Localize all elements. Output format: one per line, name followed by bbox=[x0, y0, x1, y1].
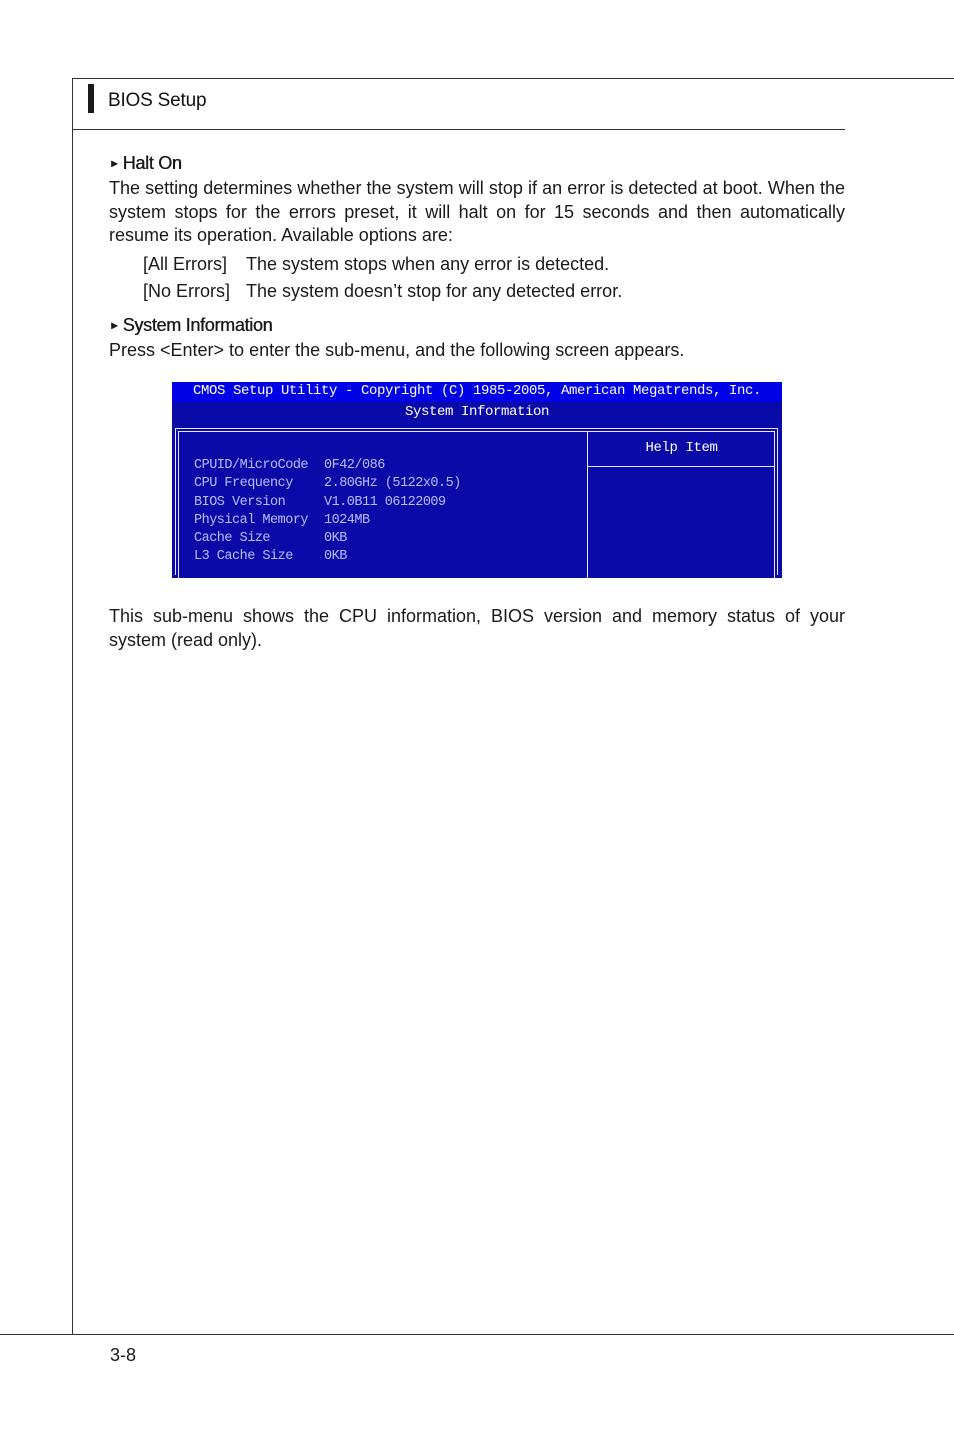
bios-subtitle: System Information bbox=[404, 404, 550, 420]
bios-info-value: 0KB bbox=[324, 531, 347, 547]
main-content bbox=[109, 150, 845, 362]
sub-menu-description: This sub-menu shows the CPU information, BIOS version and memory status of your system (read only). bbox=[109, 606, 845, 650]
bios-help-rule bbox=[588, 466, 775, 467]
section-title-system-information bbox=[109, 312, 845, 339]
bios-info-row[interactable] bbox=[194, 530, 461, 548]
bios-info-label: CPUID/MicroCode bbox=[194, 458, 309, 473]
system-information-description: Press <Enter> to enter the sub-menu, and the following screen appears. bbox=[109, 339, 685, 360]
after-bios-text bbox=[109, 605, 845, 652]
page-header-title: BIOS Setup bbox=[108, 90, 207, 111]
bios-info-row[interactable] bbox=[194, 457, 461, 475]
option-desc: The system stops when any error is detected. bbox=[246, 253, 610, 274]
bios-help-item-title: Help Item bbox=[645, 440, 718, 456]
bios-title: CMOS Setup Utility - Copyright (C) 1985-2005, American Megatrends, Inc. bbox=[192, 383, 762, 399]
bios-info-value: 2.80GHz (5122x0.5) bbox=[324, 476, 461, 492]
bios-info-label: Physical Memory bbox=[194, 512, 309, 528]
left-margin-rule bbox=[72, 78, 73, 1335]
bios-info-value: 0KB bbox=[324, 549, 347, 565]
header-marker-bar bbox=[88, 84, 94, 113]
page-number: 3-8 bbox=[110, 1345, 137, 1365]
bios-screenshot bbox=[172, 382, 782, 578]
halt-on-description: The setting determines whether the system will stop if an error is detected at boot. When the system stops for the errors preset, it will halt on for 15 seconds and then automatically resume its operation. Available options are: bbox=[109, 178, 845, 245]
bios-info-label: CPU Frequency bbox=[194, 476, 293, 492]
footer-rule bbox=[0, 1334, 954, 1335]
header-top-rule bbox=[72, 78, 954, 79]
bios-info-row[interactable] bbox=[194, 475, 461, 493]
bios-info-row[interactable] bbox=[194, 494, 461, 512]
bios-title-bar bbox=[172, 382, 782, 402]
option-row bbox=[109, 278, 845, 305]
header-bottom-rule bbox=[72, 129, 845, 130]
bios-info-label: L3 Cache Size bbox=[194, 549, 293, 565]
option-desc: The system doesn’t stop for any detected error. bbox=[246, 280, 623, 301]
section-title-halt-on bbox=[109, 150, 845, 177]
bios-info-value: 0F42/086 bbox=[324, 458, 385, 473]
bios-info-row[interactable] bbox=[194, 512, 461, 530]
triangle-bullet-icon: ► bbox=[109, 319, 120, 332]
section-title-text: System Information bbox=[122, 314, 273, 335]
bios-info-label: Cache Size bbox=[194, 531, 271, 547]
option-key: [All Errors] bbox=[143, 253, 228, 274]
halt-on-options bbox=[109, 251, 845, 305]
option-row bbox=[109, 251, 845, 278]
bios-info-list bbox=[194, 457, 461, 567]
bios-info-label: BIOS Version bbox=[194, 494, 286, 510]
bios-info-row[interactable] bbox=[194, 548, 461, 566]
bios-info-value: V1.0B11 06122009 bbox=[324, 494, 446, 510]
triangle-bullet-icon: ► bbox=[109, 158, 120, 170]
bios-info-value: 1024MB bbox=[324, 512, 370, 528]
option-key: [No Errors] bbox=[143, 280, 231, 301]
section-title-text: Halt On bbox=[122, 153, 182, 173]
bios-subtitle-bar bbox=[172, 402, 782, 423]
